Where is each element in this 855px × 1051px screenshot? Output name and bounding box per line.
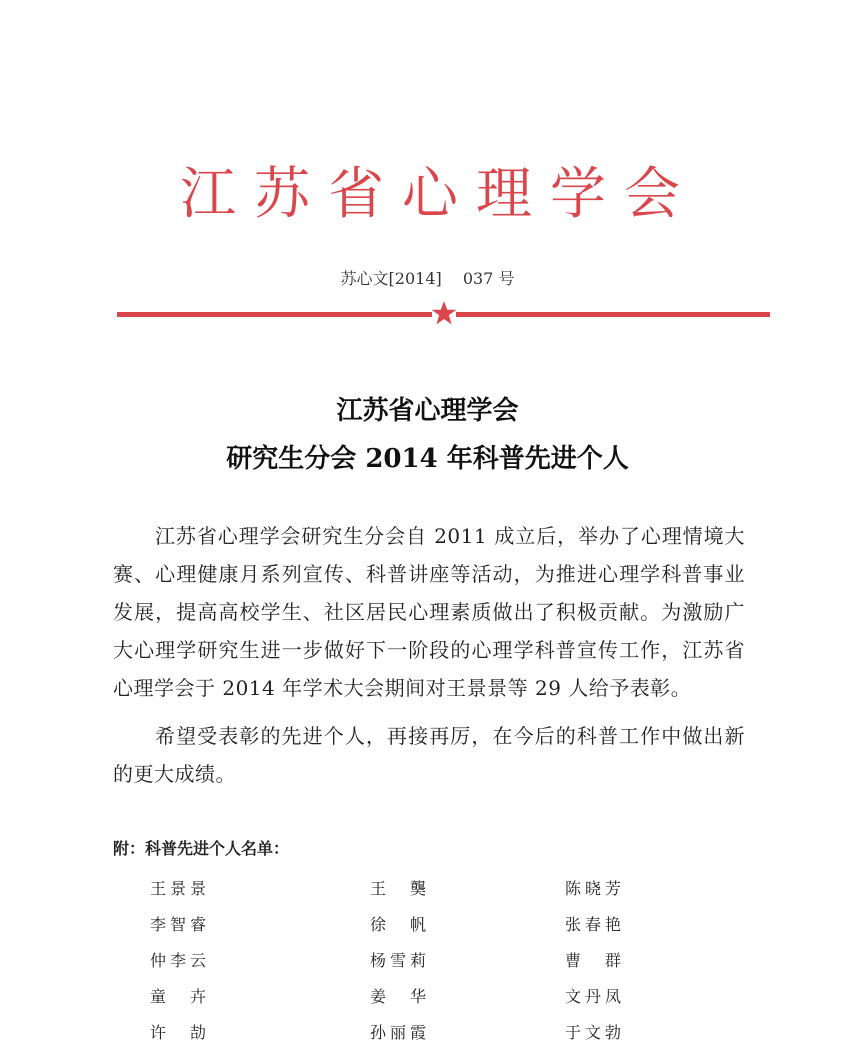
annex-label: 附：科普先进个人名单：	[113, 839, 290, 858]
divider-right	[456, 312, 770, 317]
divider-left	[117, 312, 432, 317]
honoree-name: 李智睿	[150, 915, 206, 934]
body-line: 心理学会于 2014 年学术大会期间对王景景等 29 人给予表彰。	[113, 676, 692, 700]
honoree-name: 仲李云	[150, 951, 206, 970]
honoree-name: 杨雪莉	[370, 951, 426, 970]
star-icon	[431, 300, 457, 326]
letterhead-char: 心	[402, 162, 458, 227]
document-number: 苏心文[2014] 037 号	[340, 269, 515, 288]
honoree-name: 许 劼	[150, 1023, 206, 1042]
letterhead-char: 学	[550, 162, 606, 227]
letterhead-char: 江	[180, 162, 236, 227]
body-line: 赛、心理健康月系列宣传、科普讲座等活动，为推进心理学科普事业	[113, 562, 745, 586]
organization-letterhead	[180, 160, 680, 230]
body-line: 大心理学研究生进一步做好下一阶段的心理学科普宣传工作，江苏省	[113, 638, 745, 662]
body-line: 江苏省心理学会研究生分会自 2011 成立后，举办了心理情境大	[155, 524, 745, 548]
document-title-line2: 研究生分会 2014 年科普先进个人	[226, 444, 629, 474]
letterhead-char: 理	[476, 162, 532, 227]
body-line: 发展，提高高校学生、社区居民心理素质做出了积极贡献。为激励广	[113, 600, 745, 624]
body-line: 的更大成绩。	[113, 762, 236, 786]
document-title-line1: 江苏省心理学会	[336, 396, 519, 426]
letterhead-char: 会	[624, 162, 680, 227]
honoree-name: 张春艳	[565, 915, 621, 934]
honoree-name: 徐 帆	[370, 915, 426, 934]
honoree-name: 曹 群	[565, 951, 621, 970]
honoree-name: 陈晓芳	[565, 879, 621, 898]
honoree-name: 孙丽霞	[370, 1023, 426, 1042]
honoree-name: 于文勃	[565, 1023, 621, 1042]
honoree-name: 王景景	[150, 879, 206, 898]
honoree-name: 姜 华	[370, 987, 426, 1006]
honoree-name: 王 龑	[370, 879, 426, 898]
letterhead-char: 苏	[254, 162, 310, 227]
letterhead-char: 省	[328, 162, 384, 227]
honoree-name: 童 卉	[150, 987, 206, 1006]
honoree-name: 文丹凤	[565, 987, 621, 1006]
body-line: 希望受表彰的先进个人，再接再厉，在今后的科普工作中做出新	[155, 724, 745, 748]
